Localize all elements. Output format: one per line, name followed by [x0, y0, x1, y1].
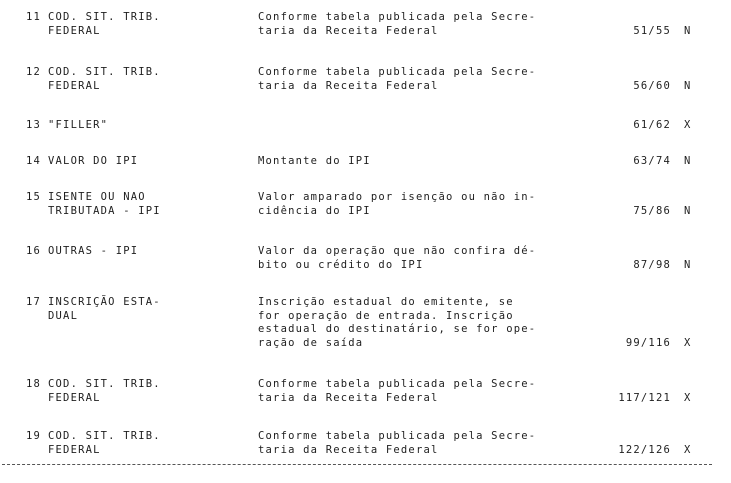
field-position: 122/126: [618, 443, 671, 456]
field-type: N: [684, 79, 692, 92]
field-position: 87/98: [633, 258, 671, 271]
field-position: 99/116: [625, 336, 671, 349]
field-name: INSCRIÇÃO ESTA- DUAL: [48, 296, 161, 322]
field-number: 15: [26, 191, 42, 203]
field-number: 11: [26, 11, 42, 23]
field-type: N: [684, 24, 692, 37]
field-name: "FILLER": [48, 119, 109, 131]
field-type: N: [684, 155, 692, 167]
field-type: N: [684, 258, 692, 271]
field-name: ISENTE OU NAO TRIBUTADA - IPI: [48, 191, 161, 217]
dashed-divider: [2, 464, 712, 465]
field-name: COD. SIT. TRIB. FEDERAL: [48, 378, 161, 404]
field-description: Conforme tabela publicada pela Secre- taria da Receita Federal: [258, 11, 537, 37]
field-position: 61/62: [633, 119, 671, 131]
field-description: Inscrição estadual do emitente, se for operação de entrada. Inscrição estadual do destinatário, se for ope- ração de saída: [258, 296, 537, 349]
field-position: 51/55: [633, 24, 671, 37]
field-type: X: [684, 391, 692, 404]
field-number: 13: [26, 119, 42, 131]
field-number: 17: [26, 296, 42, 308]
field-description: Conforme tabela publicada pela Secre- taria da Receita Federal: [258, 378, 537, 404]
field-position: 63/74: [633, 155, 671, 167]
field-type: X: [684, 443, 692, 456]
field-description: Conforme tabela publicada pela Secre- taria da Receita Federal: [258, 66, 537, 92]
field-type: X: [684, 119, 692, 131]
field-description: Valor da operação que não confira dé- bito ou crédito do IPI: [258, 245, 537, 271]
field-description: Conforme tabela publicada pela Secre- taria da Receita Federal: [258, 430, 537, 456]
field-number: 14: [26, 155, 42, 167]
field-position: 117/121: [618, 391, 671, 404]
field-position: 56/60: [633, 79, 671, 92]
field-type: N: [684, 204, 692, 217]
field-name: COD. SIT. TRIB. FEDERAL: [48, 66, 161, 92]
field-number: 18: [26, 378, 42, 390]
field-name: COD. SIT. TRIB. FEDERAL: [48, 430, 161, 456]
field-type: X: [684, 336, 692, 349]
field-description: Montante do IPI: [258, 155, 371, 167]
field-number: 19: [26, 430, 42, 442]
field-number: 12: [26, 66, 42, 78]
field-name: VALOR DO IPI: [48, 155, 139, 167]
field-number: 16: [26, 245, 42, 257]
field-position: 75/86: [633, 204, 671, 217]
field-description: Valor amparado por isenção ou não in- cidência do IPI: [258, 191, 537, 217]
field-name: OUTRAS - IPI: [48, 245, 139, 257]
field-name: COD. SIT. TRIB. FEDERAL: [48, 11, 161, 37]
